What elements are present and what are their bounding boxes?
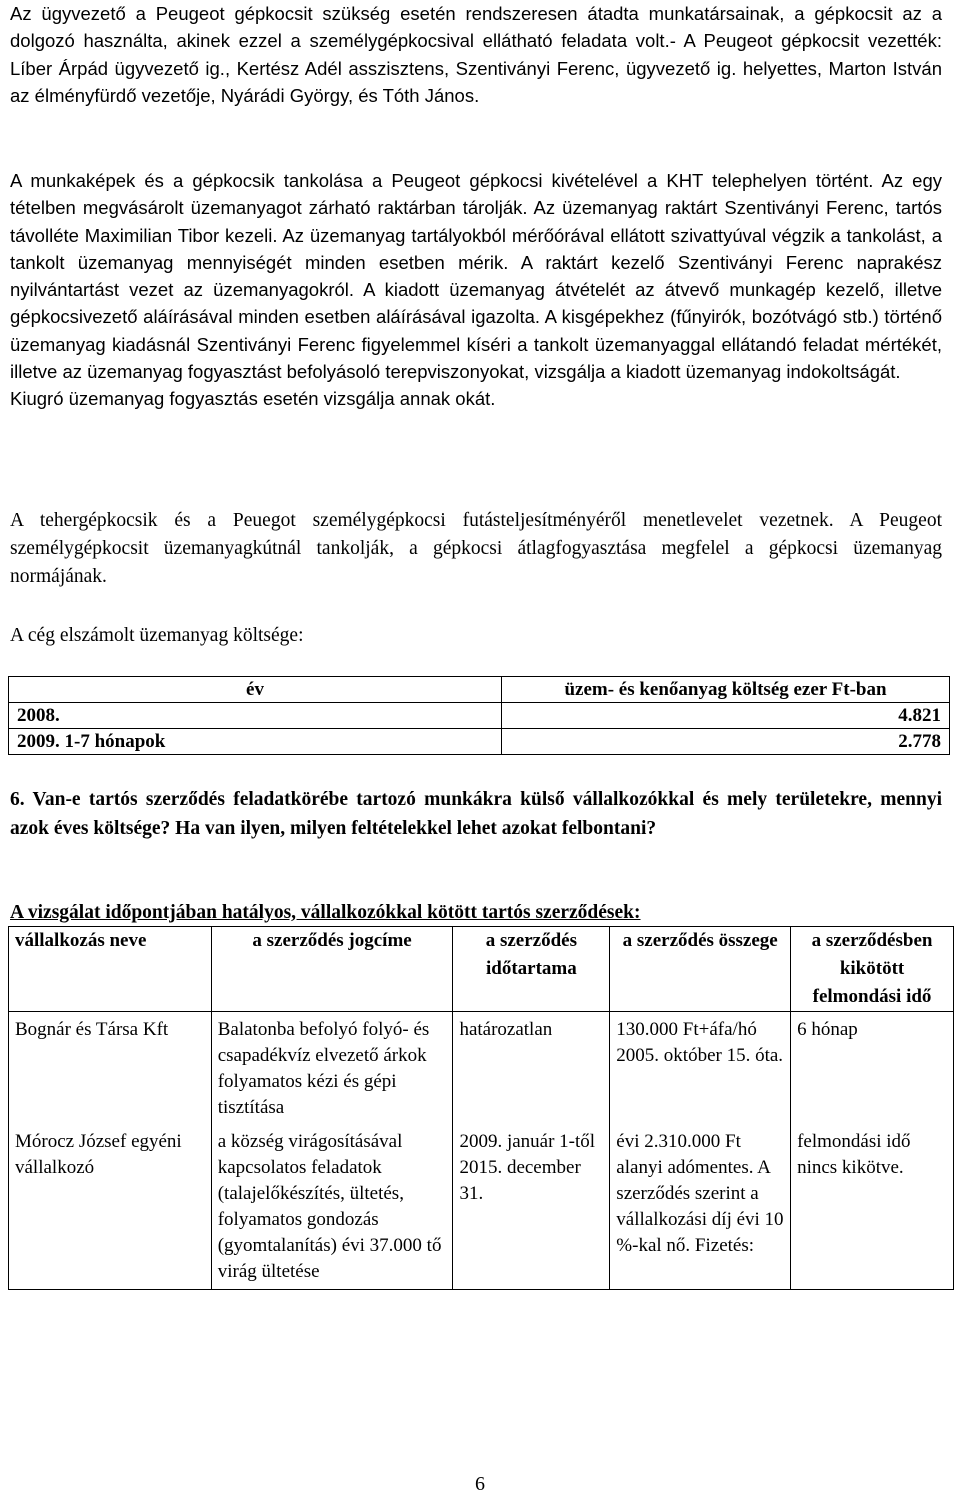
- table-row: [9, 729, 950, 755]
- header-year: év: [9, 677, 502, 703]
- year-cell: 2009. 1-7 hónapok: [9, 729, 502, 755]
- contract-amount-cell: évi 2.310.000 Ft alanyi adómentes. A szerződés szerint a vállalkozási díj évi 10 %-kal nő. Fizetés:: [610, 1129, 791, 1290]
- contracts-table-header: [9, 927, 954, 1012]
- header-cost: üzem- és kenőanyag költség ezer Ft-ban: [502, 677, 950, 703]
- company-name-cell: Bognár és Társa Kft: [9, 1012, 212, 1130]
- paragraph-fuel-management-body: A munkaképek és a gépkocsik tankolása a Peugeot gépkocsi kivételével a KHT telephelyen történt. Az egy tételben megvásárolt üzemanyagot zárható raktárban tárolják. Az üzemanyag raktárt Szentiványi Ferenc, tartós távolléte Maximilian Tibor kezeli. Az üzemanyag tartályokból mérőórával ellátott szivattyúval végzik a tankolást, a tankolt üzemanyag mennyiségét minden esetben mérik. A raktárt kezelő Szentiványi Ferenc naprakész nyilvántartást vezet az üzemanyagokról. A kiadott üzemanyag átvételét az átvevő munkagép kezelő, illetve gépkocsivezető aláírásával minden esetben aláírásával igazolta. A kisgépekhez (fűnyirók, bozótvágó stb.) történő üzemanyag kiadásnál Szentiványi Ferenc figyelemmel kíséri a tankolt üzemanyaggal ellátandó feladat mértékét, illetve az üzemanyag fogyasztást befolyásoló terepviszonyokat, vizsgálja a kiadott üzemanyag indokoltságát.: [10, 170, 942, 383]
- contract-duration-cell: határozatlan: [453, 1012, 610, 1130]
- paragraph-fuel-management-last-line: Kiugró üzemanyag fogyasztás esetén vizsgálja annak okát.: [10, 388, 496, 410]
- table-row: [9, 703, 950, 729]
- company-name-cell: Mórocz József egyéni vállalkozó: [9, 1129, 212, 1290]
- paragraph-mileage: A tehergépkocsik és a Peuegot személygépkocsi futásteljesítményéről menetlevelet vezetnek. A Peugeot személygépkocsit üzemanyagkútnál tankolják, a gépkocsi átlagfogyasztása megfelel a gépkocsi üzemanyag normájának.: [10, 510, 942, 587]
- fuel-cost-table-header: [9, 677, 950, 703]
- contract-title-cell: Balatonba befolyó folyó- és csapadékvíz elvezető árkok folyamatos kézi és gépi tisztítása: [211, 1012, 453, 1130]
- contract-duration-cell: 2009. január 1-től 2015. december 31.: [453, 1129, 610, 1290]
- paragraph-fuel-management: [10, 167, 942, 413]
- notice-period-cell: felmondási idő nincs kikötve.: [791, 1129, 954, 1290]
- question-heading: 6. Van-e tartós szerződés feladatkörébe tartozó munkákra külső vállalkozókkal és mely területekre, mennyi azok éves költsége? Ha van ilyen, milyen feltételekkel lehet azokat felbontani?: [10, 789, 942, 839]
- paragraph-peugeot-drivers: Az ügyvezető a Peugeot gépkocsit szükség esetén rendszeresen átadta munkatársainak, a gépkocsit az a dolgozó használta, akinek ezzel a személygépkocsival ellátható feladata volt.- A Peugeot gépkocsit vezették: Líber Árpád ügyvezető ig., Kertész Adél asszisztens, Szentiványi Ferenc, ügyvezető ig. helyettes, Marton István az élményfürdő vezetője, Nyárádi György, és Tóth János.: [10, 3, 942, 106]
- contract-amount-cell: 130.000 Ft+áfa/hó 2005. október 15. óta.: [610, 1012, 791, 1130]
- header-contract-title: a szerződés jogcíme: [211, 927, 453, 1012]
- cost-cell: 4.821: [502, 703, 950, 729]
- fuel-cost-table: [8, 676, 950, 755]
- cost-cell: 2.778: [502, 729, 950, 755]
- page-number: 6: [475, 1473, 485, 1495]
- header-company-name: vállalkozás neve: [9, 927, 212, 1012]
- table-row: [9, 1012, 954, 1130]
- contract-title-cell: a község virágosításával kapcsolatos feladatok (talajelőkészítés, ültetés, folyamatos gondozás (gyomtalanítás) évi 37.000 tő virág ültetése: [211, 1129, 453, 1290]
- table-row: [9, 1129, 954, 1290]
- header-notice-period: a szerződésben kikötött felmondási idő: [791, 927, 954, 1012]
- header-contract-amount: a szerződés összege: [610, 927, 791, 1012]
- section-title: A vizsgálat időpontjában hatályos, vállalkozókkal kötött tartós szerződések:: [10, 902, 641, 923]
- notice-period-cell: 6 hónap: [791, 1012, 954, 1130]
- header-contract-duration: a szerződés időtartama: [453, 927, 610, 1012]
- year-cell: 2008.: [9, 703, 502, 729]
- contracts-table: [8, 926, 954, 1290]
- paragraph-fuel-cost-intro: A cég elszámolt üzemanyag költsége:: [10, 625, 304, 646]
